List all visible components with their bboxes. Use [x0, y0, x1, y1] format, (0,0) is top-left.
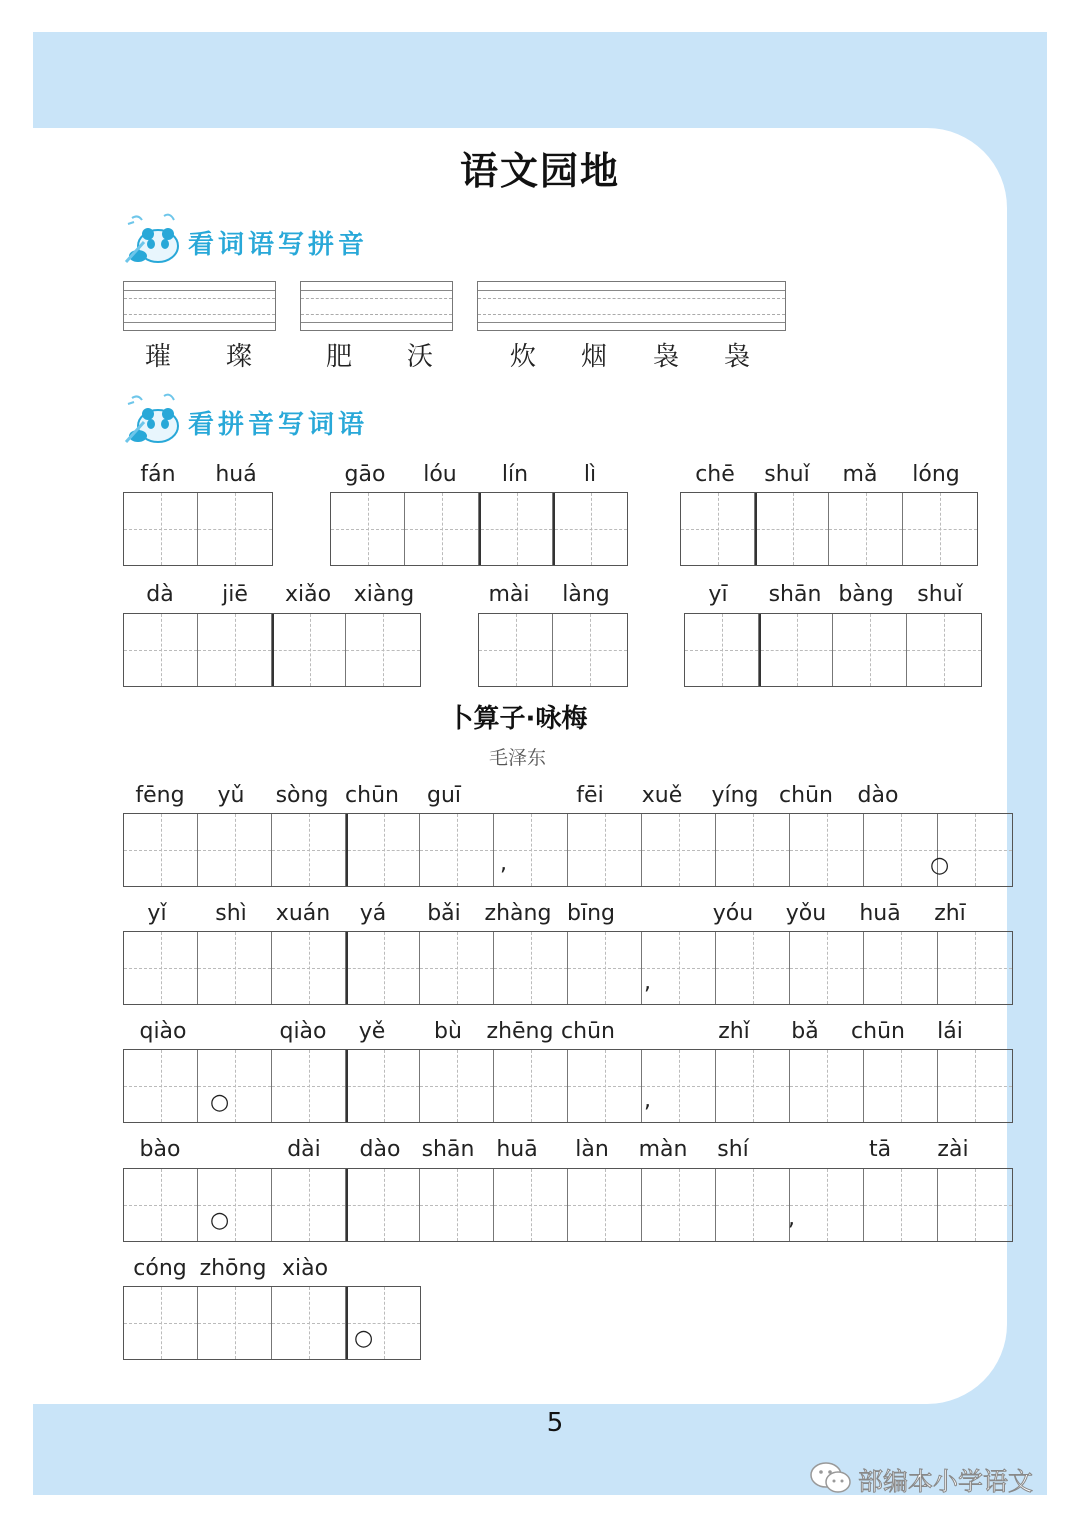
pinyin-label: xuán: [275, 901, 331, 926]
pinyin-label: bù: [434, 1019, 462, 1044]
pinyin-label: zhī: [934, 901, 966, 926]
character-grid[interactable]: [684, 613, 982, 687]
pinyin-label: qiào: [139, 1019, 187, 1044]
pinyin-label: qiào: [279, 1019, 327, 1044]
pinyin-label: yī: [708, 582, 728, 607]
pinyin-label: lóng: [912, 462, 960, 487]
pinyin-label: bàng: [838, 582, 894, 607]
wechat-icon: [808, 1460, 854, 1496]
period-mark: ○: [930, 853, 950, 878]
pinyin-label: xiǎo: [284, 582, 332, 607]
character-grid[interactable]: [123, 613, 421, 687]
pinyin-label: huā: [859, 901, 901, 926]
pinyin-label: bīng: [567, 901, 615, 926]
pinyin-label: shuǐ: [764, 462, 810, 487]
pinyin-label: lì: [583, 462, 597, 487]
pinyin-label: yóu: [712, 901, 754, 926]
pinyin-label: jiē: [222, 582, 248, 607]
pinyin-label: bǎi: [427, 901, 461, 926]
pinyin-label: huá: [215, 462, 257, 487]
character-grid[interactable]: [123, 813, 1013, 887]
character-grid[interactable]: [123, 1168, 1013, 1242]
character-grid[interactable]: [123, 1286, 421, 1360]
pinyin-writing-box[interactable]: [123, 281, 276, 331]
word-character: 璨: [226, 342, 253, 372]
word-character: 袅: [653, 342, 680, 372]
page-number: 5: [546, 1408, 564, 1438]
pinyin-label: bǎ: [791, 1019, 819, 1044]
pinyin-label: zài: [937, 1137, 969, 1162]
pinyin-label: xiàng: [353, 582, 415, 607]
period-mark: ○: [354, 1326, 374, 1351]
pinyin-label: chē: [695, 462, 735, 487]
pinyin-writing-box[interactable]: [477, 281, 786, 331]
pinyin-label: yíng: [711, 783, 759, 808]
pinyin-label: gāo: [344, 462, 386, 487]
pinyin-label: mài: [488, 582, 530, 607]
pinyin-writing-box[interactable]: [300, 281, 453, 331]
pinyin-label: shí: [717, 1137, 749, 1162]
comma-mark: ,: [500, 851, 507, 876]
pinyin-label: bào: [139, 1137, 181, 1162]
section-label: 看词语写拼音: [188, 230, 369, 260]
pinyin-label: xiào: [281, 1256, 329, 1281]
pinyin-label: fán: [140, 462, 176, 487]
pinyin-label: zhàng: [484, 901, 552, 926]
period-mark: ○: [210, 1090, 230, 1115]
pinyin-label: tā: [868, 1137, 892, 1162]
comma-mark: ,: [644, 970, 651, 995]
pinyin-label: lái: [937, 1019, 963, 1044]
pinyin-label: yá: [359, 901, 387, 926]
comma-mark: ,: [788, 1206, 795, 1231]
pinyin-label: yǐ: [147, 901, 167, 926]
character-grid[interactable]: [123, 1049, 1013, 1123]
pinyin-label: chūn: [779, 783, 833, 808]
word-character: 肥: [326, 342, 353, 372]
pinyin-label: shuǐ: [917, 582, 963, 607]
pinyin-label: mǎ: [842, 462, 878, 487]
panda-icon: [124, 212, 184, 268]
pinyin-label: shì: [215, 901, 247, 926]
pinyin-label: xuě: [641, 783, 683, 808]
pinyin-label: fēng: [135, 783, 185, 808]
character-grid[interactable]: [478, 613, 628, 687]
character-grid[interactable]: [123, 492, 273, 566]
pinyin-label: dà: [146, 582, 174, 607]
pinyin-label: sòng: [275, 783, 329, 808]
pinyin-label: dài: [287, 1137, 321, 1162]
pinyin-label: cóng: [133, 1256, 187, 1281]
pinyin-label: dào: [359, 1137, 401, 1162]
comma-mark: ,: [644, 1088, 651, 1113]
character-grid[interactable]: [330, 492, 628, 566]
pinyin-label: làn: [575, 1137, 609, 1162]
word-character: 炊: [510, 342, 537, 372]
pinyin-label: shān: [768, 582, 822, 607]
poem-title: 卜算子·咏梅: [447, 704, 588, 734]
pinyin-label: màn: [638, 1137, 688, 1162]
pinyin-label: dào: [857, 783, 899, 808]
pinyin-label: yǔ: [217, 783, 245, 808]
pinyin-label: chūn: [345, 783, 399, 808]
period-mark: ○: [210, 1208, 230, 1233]
pinyin-label: chūn: [561, 1019, 615, 1044]
pinyin-label: chūn: [851, 1019, 905, 1044]
word-character: 烟: [581, 342, 608, 372]
pinyin-label: yǒu: [785, 901, 827, 926]
poem-author: 毛泽东: [488, 747, 546, 769]
pinyin-label: yě: [358, 1019, 386, 1044]
pinyin-label: shān: [421, 1137, 475, 1162]
character-grid[interactable]: [680, 492, 978, 566]
pinyin-label: lóu: [423, 462, 457, 487]
pinyin-label: lín: [501, 462, 529, 487]
pinyin-label: làng: [562, 582, 610, 607]
word-character: 沃: [407, 342, 434, 372]
watermark-text: 部编本小学语文: [858, 1467, 1034, 1496]
pinyin-label: zhǐ: [718, 1019, 750, 1044]
pinyin-label: zhēng: [486, 1019, 554, 1044]
pinyin-label: huā: [496, 1137, 538, 1162]
pinyin-label: fēi: [576, 783, 604, 808]
character-grid[interactable]: [123, 931, 1013, 1005]
word-character: 袅: [724, 342, 751, 372]
pinyin-label: zhōng: [199, 1256, 267, 1281]
section-label: 看拼音写词语: [188, 410, 369, 440]
pinyin-label: guī: [426, 783, 462, 808]
page-title: 语文园地: [459, 148, 620, 193]
word-character: 璀: [145, 342, 172, 372]
panda-icon: [124, 392, 184, 448]
